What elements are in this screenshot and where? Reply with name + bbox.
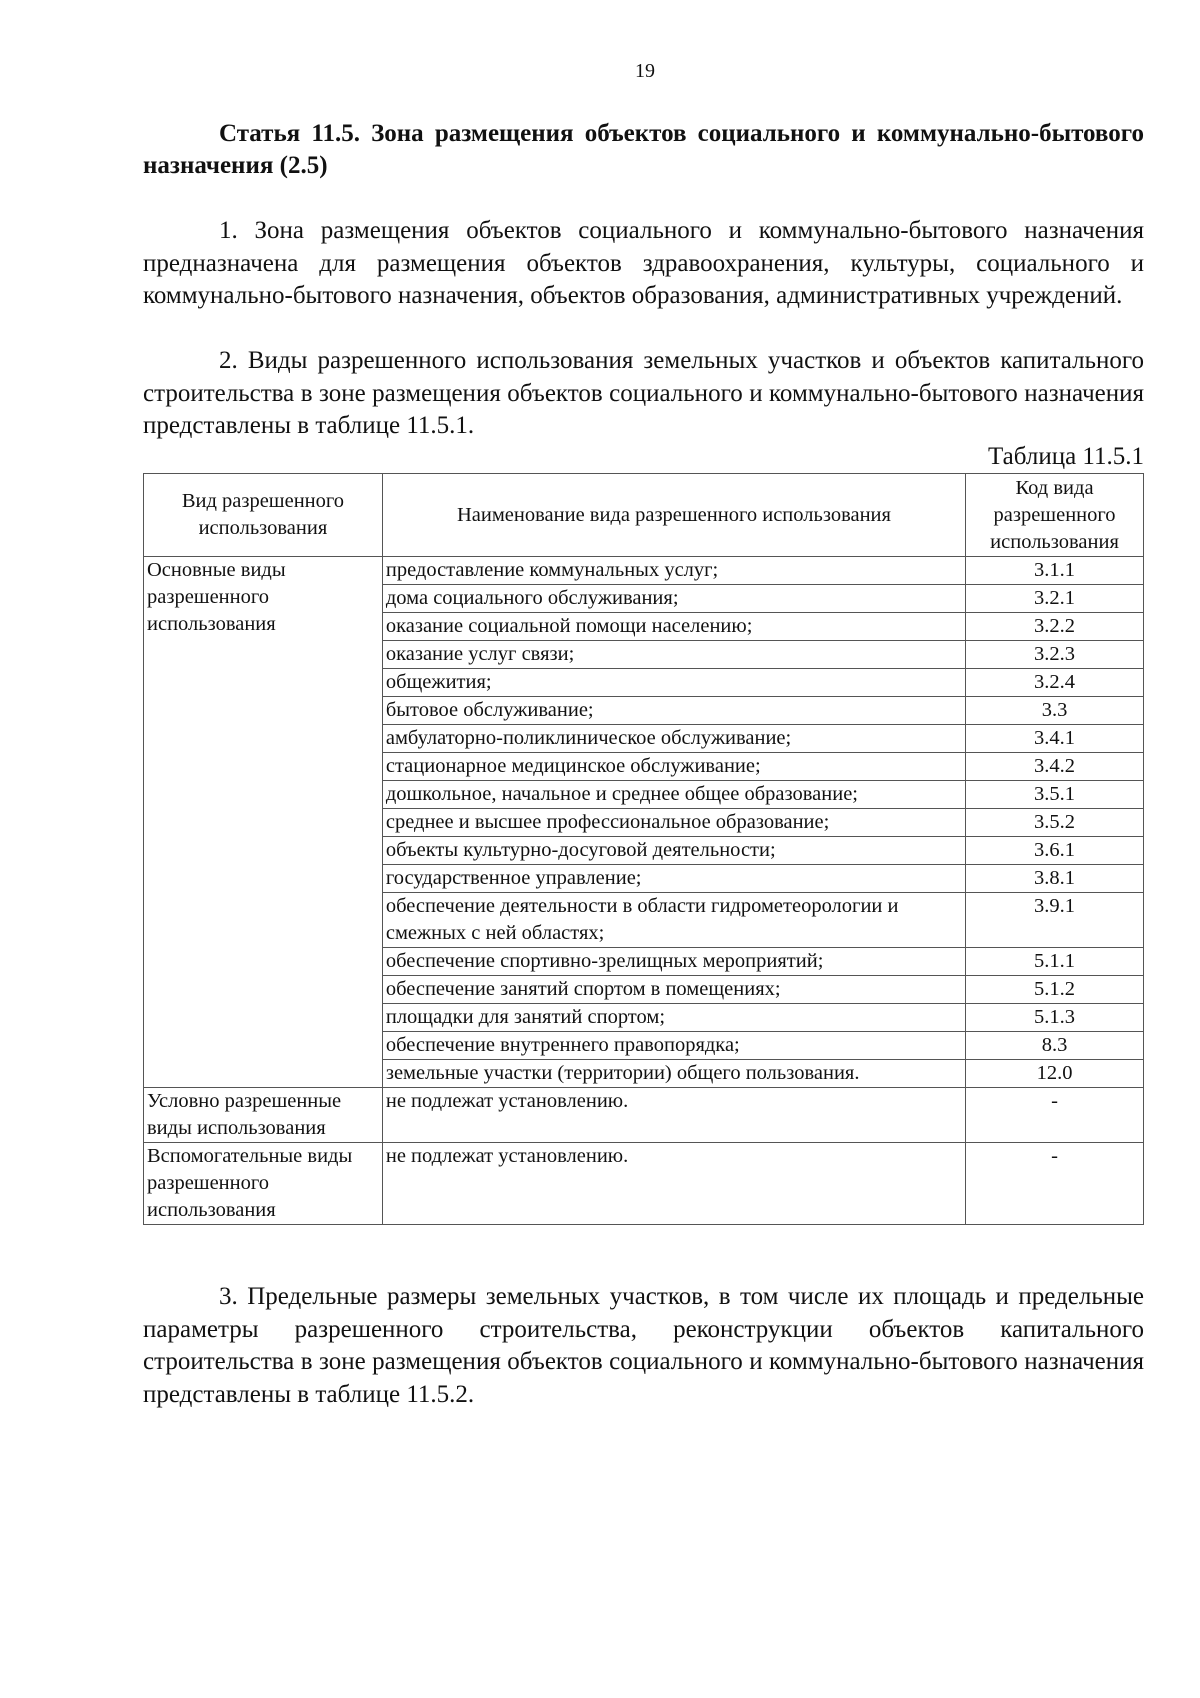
- use-group-label: Основные виды разрешенного использования: [144, 557, 383, 1088]
- use-code-cell: 3.9.1: [966, 893, 1144, 948]
- use-group-label: Условно разрешенные виды использования: [144, 1088, 383, 1143]
- use-name-cell: амбулаторно-поликлиническое обслуживание;: [382, 725, 965, 753]
- use-name-cell: не подлежат установлению.: [382, 1088, 965, 1143]
- use-code-cell: 3.1.1: [966, 557, 1144, 585]
- use-name-cell: обеспечение спортивно-зрелищных мероприятий;: [382, 948, 965, 976]
- use-name-cell: государственное управление;: [382, 865, 965, 893]
- use-code-cell: 3.6.1: [966, 837, 1144, 865]
- land-use-table: [143, 473, 1144, 1225]
- paragraph-3: 3. Предельные размеры земельных участков, в том числе их площадь и предельные параметры разрешенного строительства, реконструкции объектов капитального строительства в зоне размещения объектов социального и коммунально-бытового назначения представлены в таблице 11.5.2.: [143, 1283, 1144, 1408]
- paragraph-2: 2. Виды разрешенного использования земельных участков и объектов капитального строительства в зоне размещения объектов социального и коммунально-бытового назначения представлены в таблице 11.5.1.: [143, 347, 1144, 439]
- use-name-cell: среднее и высшее профессиональное образование;: [382, 809, 965, 837]
- use-name-cell: дошкольное, начальное и среднее общее образование;: [382, 781, 965, 809]
- article-title: Статья 11.5. Зона размещения объектов социального и коммунально-бытового назначения (2.5): [143, 120, 1144, 179]
- use-code-cell: 5.1.1: [966, 948, 1144, 976]
- use-code-cell: 3.4.1: [966, 725, 1144, 753]
- page-number: 19: [635, 60, 655, 82]
- use-name-cell: бытовое обслуживание;: [382, 697, 965, 725]
- use-name-cell: стационарное медицинское обслуживание;: [382, 753, 965, 781]
- use-name-cell: предоставление коммунальных услуг;: [382, 557, 965, 585]
- use-code-cell: 5.1.2: [966, 976, 1144, 1004]
- use-code-cell: 3.2.1: [966, 585, 1144, 613]
- use-code-cell: 8.3: [966, 1032, 1144, 1060]
- table-header-row: [144, 474, 1144, 557]
- use-name-cell: обеспечение деятельности в области гидрометеорологии и смежных с ней областях;: [382, 893, 965, 948]
- use-name-cell: оказание социальной помощи населению;: [382, 613, 965, 641]
- use-group-label: Вспомогательные виды разрешенного использования: [144, 1143, 383, 1225]
- table-row: [144, 557, 1144, 585]
- use-name-cell: дома социального обслуживания;: [382, 585, 965, 613]
- use-code-cell: 3.2.2: [966, 613, 1144, 641]
- use-name-cell: оказание услуг связи;: [382, 641, 965, 669]
- use-code-cell: -: [966, 1088, 1144, 1143]
- use-name-cell: площадки для занятий спортом;: [382, 1004, 965, 1032]
- header-use-code: Код вида разрешенного использования: [966, 474, 1144, 557]
- use-code-cell: 3.2.3: [966, 641, 1144, 669]
- use-name-cell: объекты культурно-досуговой деятельности;: [382, 837, 965, 865]
- use-name-cell: общежития;: [382, 669, 965, 697]
- use-code-cell: 3.3: [966, 697, 1144, 725]
- paragraph-1: 1. Зона размещения объектов социального и коммунально-бытового назначения предназначена для размещения объектов здравоохранения, культуры, социального и коммунально-бытового назначения, объектов образования, административных учреждений.: [143, 217, 1144, 309]
- use-code-cell: 5.1.3: [966, 1004, 1144, 1032]
- use-code-cell: 3.5.2: [966, 809, 1144, 837]
- table-caption: Таблица 11.5.1: [988, 443, 1144, 470]
- use-code-cell: 3.4.2: [966, 753, 1144, 781]
- header-use-type: Вид разрешенного использования: [144, 474, 383, 557]
- use-code-cell: 3.5.1: [966, 781, 1144, 809]
- table-row: [144, 1143, 1144, 1225]
- use-code-cell: 3.2.4: [966, 669, 1144, 697]
- header-use-name: Наименование вида разрешенного использования: [382, 474, 965, 557]
- use-code-cell: 3.8.1: [966, 865, 1144, 893]
- use-code-cell: 12.0: [966, 1060, 1144, 1088]
- use-code-cell: -: [966, 1143, 1144, 1225]
- use-name-cell: обеспечение внутреннего правопорядка;: [382, 1032, 965, 1060]
- use-name-cell: земельные участки (территории) общего пользования.: [382, 1060, 965, 1088]
- table-body: [144, 557, 1144, 1225]
- table-row: [144, 1088, 1144, 1143]
- use-name-cell: не подлежат установлению.: [382, 1143, 965, 1225]
- use-name-cell: обеспечение занятий спортом в помещениях;: [382, 976, 965, 1004]
